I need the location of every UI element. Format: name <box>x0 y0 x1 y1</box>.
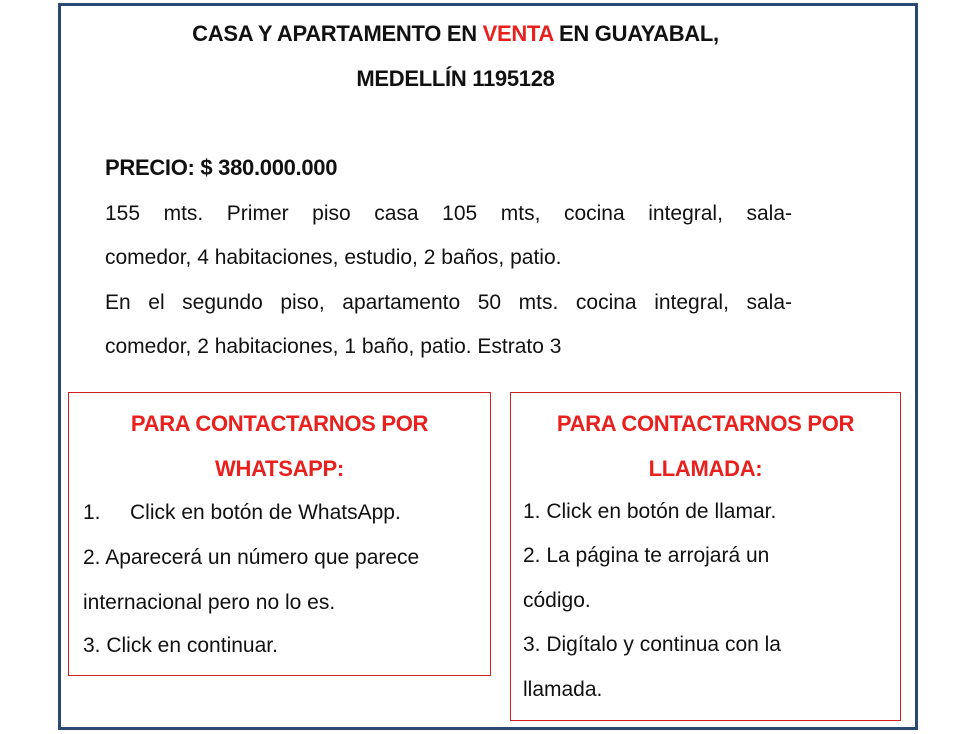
call-step2-line1: 2. La página te arrojará un <box>523 544 770 567</box>
whatsapp-step1-number: 1. <box>83 501 101 524</box>
call-step2-line2: código. <box>523 589 591 612</box>
whatsapp-heading-line2: WHATSAPP: <box>215 456 344 481</box>
whatsapp-step3: 3. Click en continuar. <box>83 634 278 657</box>
call-heading-line1: PARA CONTACTARNOS POR <box>556 411 855 436</box>
price-label: PRECIO: $ 380.000.000 <box>105 155 338 180</box>
whatsapp-step2-line2: internacional pero no lo es. <box>83 591 336 614</box>
title-text-before: CASA Y APARTAMENTO EN <box>192 21 483 46</box>
call-step3-line2: llamada. <box>523 678 603 701</box>
call-step1: 1. Click en botón de llamar. <box>523 500 777 523</box>
title-highlight-venta: VENTA <box>482 21 554 46</box>
call-step3-line1: 3. Digítalo y continua con la <box>523 633 781 656</box>
description-line-3: En el segundo piso, apartamento 50 mts. cocina integral, sala- <box>105 291 792 314</box>
description-line-4: comedor, 2 habitaciones, 1 baño, patio. Estrato 3 <box>105 335 562 358</box>
whatsapp-step2-line1: 2. Aparecerá un número que parece <box>83 546 420 569</box>
title-text-after: EN GUAYABAL, <box>553 21 719 46</box>
whatsapp-step1-text: Click en botón de WhatsApp. <box>130 501 401 524</box>
listing-title-line2: MEDELLÍN 1195128 <box>356 66 555 91</box>
listing-title-line1 <box>0 21 945 47</box>
whatsapp-heading-line1: PARA CONTACTARNOS POR <box>130 411 429 436</box>
whatsapp-contact-box <box>68 392 491 676</box>
description-line-1: 155 mts. Primer piso casa 105 mts, cocina integral, sala- <box>105 202 792 225</box>
call-contact-box <box>510 392 901 721</box>
description-line-2: comedor, 4 habitaciones, estudio, 2 baños, patio. <box>105 246 562 269</box>
call-heading-line2: LLAMADA: <box>648 456 763 481</box>
